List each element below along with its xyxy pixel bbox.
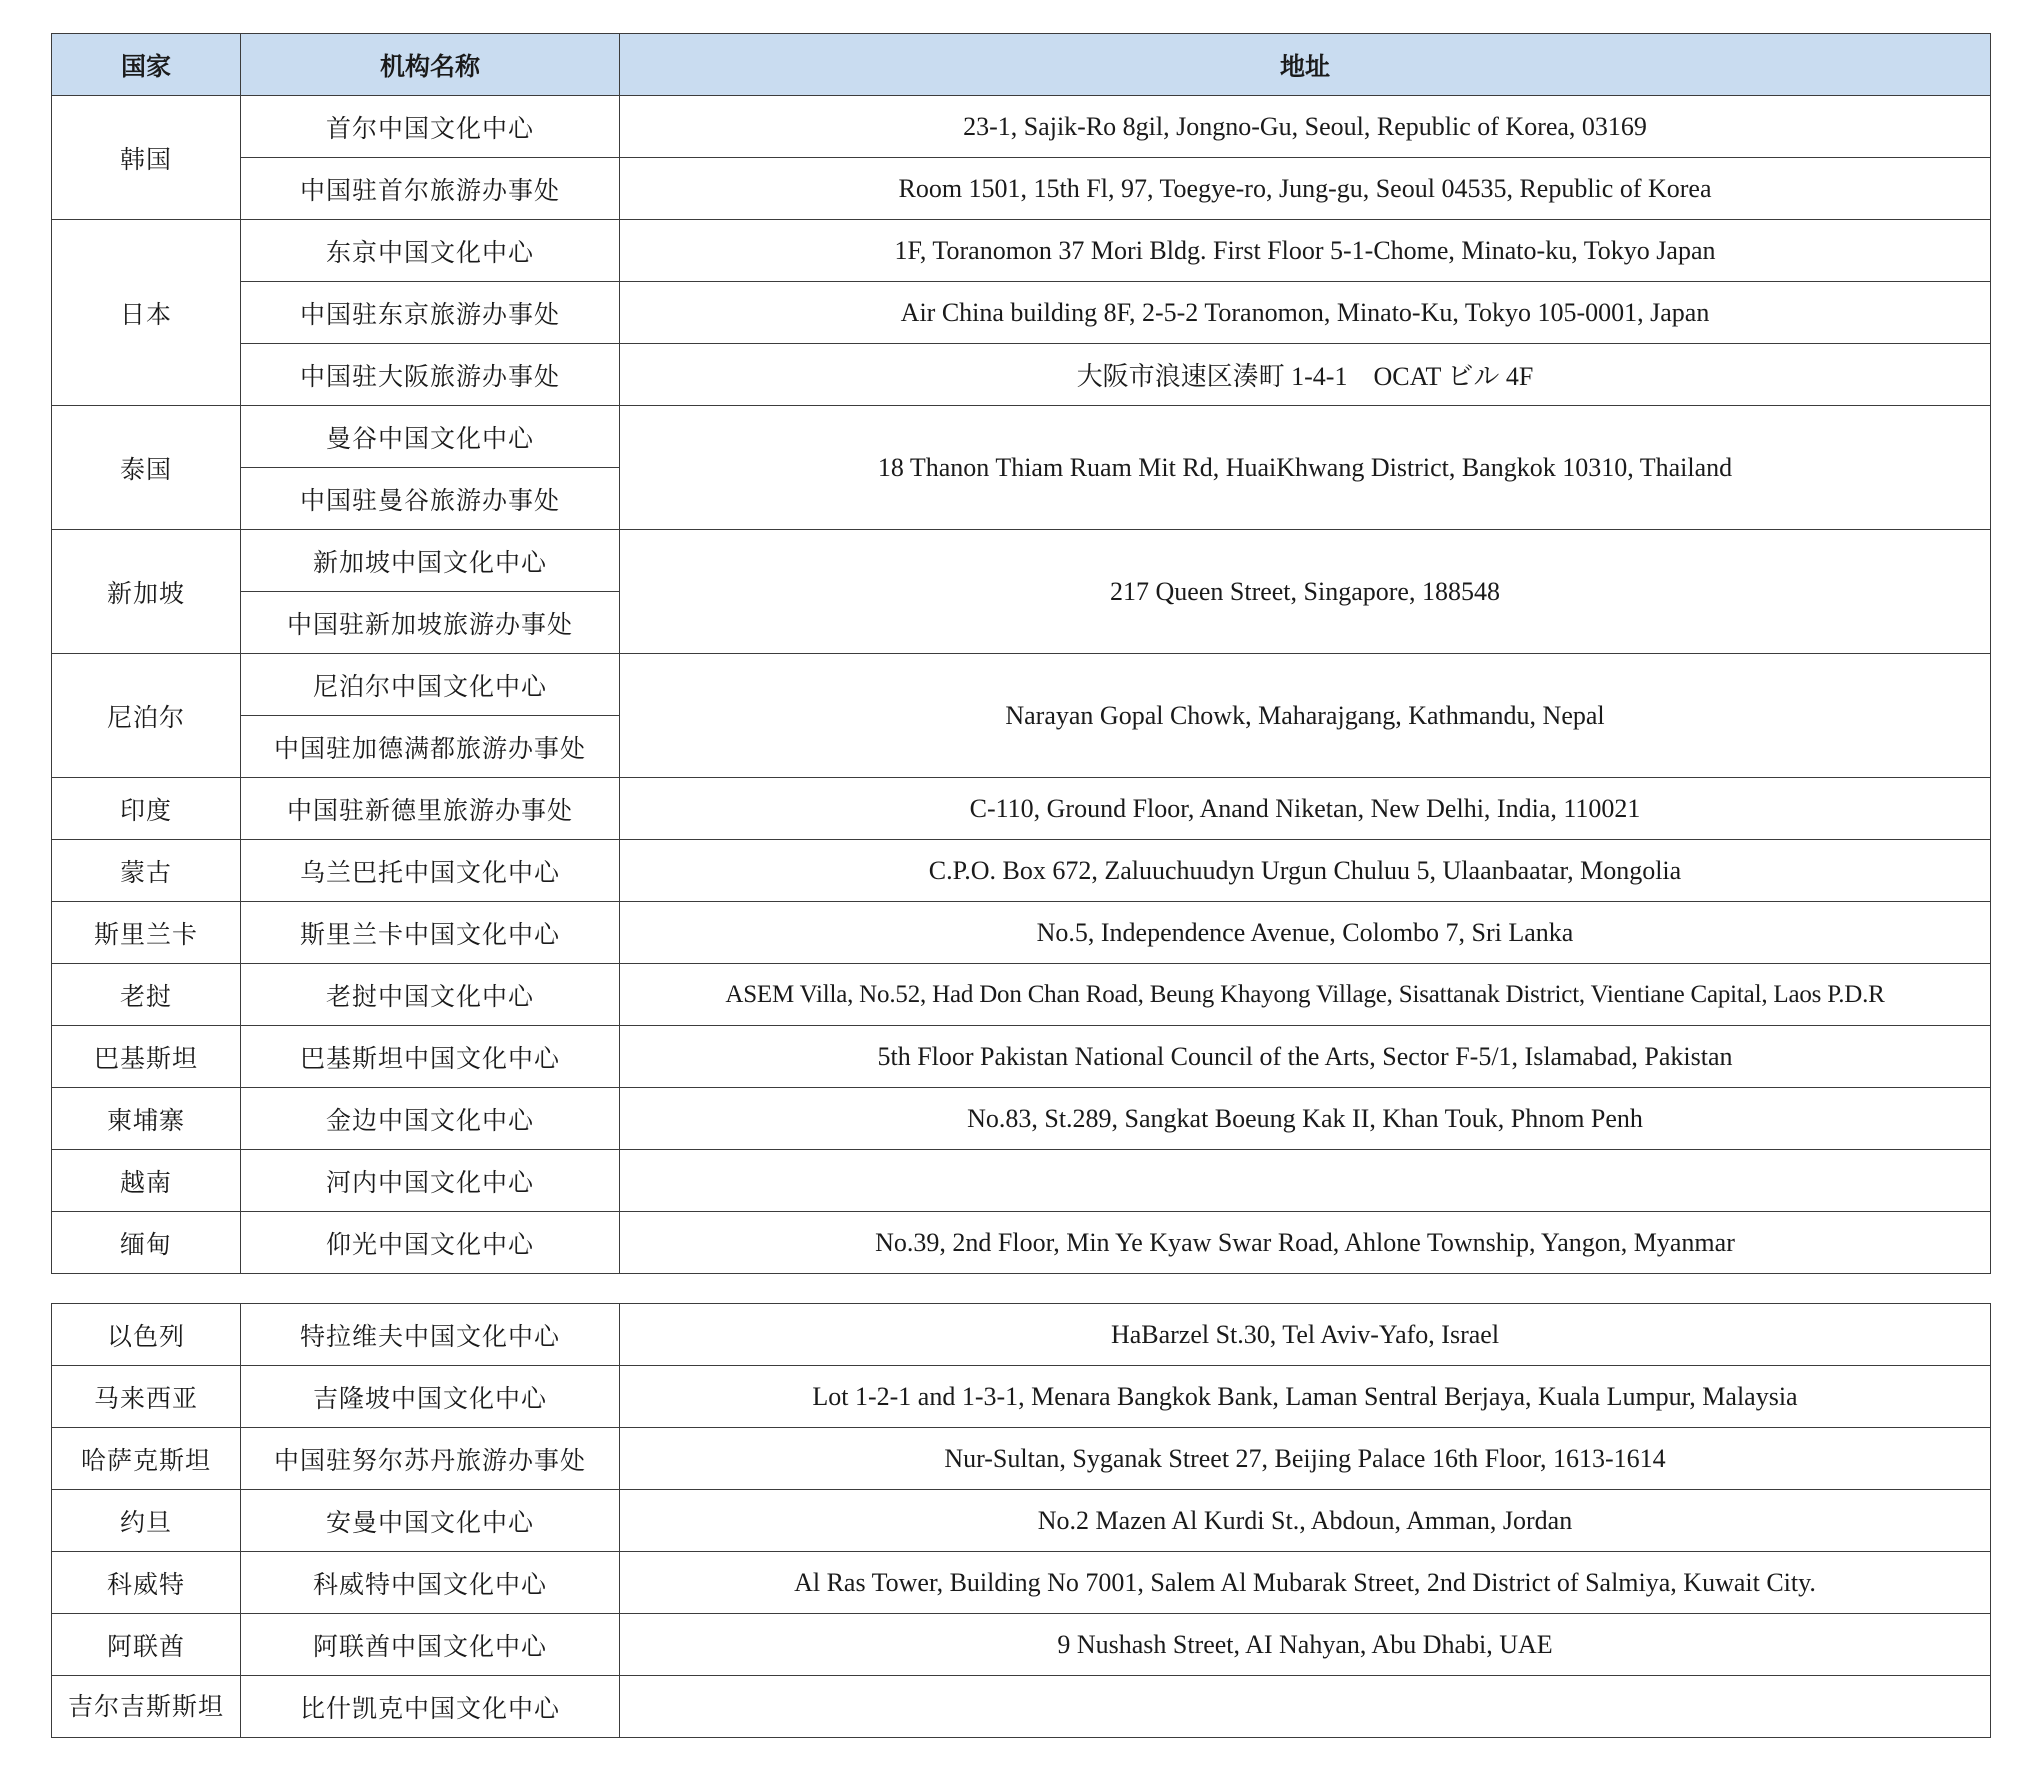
institutions-table-2 — [51, 1303, 1991, 1738]
address-cell: Air China building 8F, 2-5-2 Toranomon, Minato-Ku, Tokyo 105-0001, Japan — [620, 282, 1991, 344]
country-cell: 哈萨克斯坦 — [52, 1428, 241, 1490]
table-row — [52, 282, 1991, 344]
institution-cell: 中国驻大阪旅游办事处 — [241, 344, 620, 406]
country-cell: 科威特 — [52, 1552, 241, 1614]
institutions-table-1 — [51, 33, 1991, 1274]
country-cell: 韩国 — [52, 96, 241, 220]
address-cell: C.P.O. Box 672, Zaluuchuudyn Urgun Chuluu 5, Ulaanbaatar, Mongolia — [620, 840, 1991, 902]
country-cell: 印度 — [52, 778, 241, 840]
table-row — [52, 344, 1991, 406]
institution-cell: 巴基斯坦中国文化中心 — [241, 1026, 620, 1088]
country-cell: 斯里兰卡 — [52, 902, 241, 964]
institution-cell: 比什凯克中国文化中心 — [241, 1676, 620, 1738]
table-row — [52, 220, 1991, 282]
header-country: 国家 — [52, 34, 241, 96]
institution-cell: 东京中国文化中心 — [241, 220, 620, 282]
address-cell: Narayan Gopal Chowk, Maharajgang, Kathmandu, Nepal — [620, 654, 1991, 778]
header-address: 地址 — [620, 34, 1991, 96]
table-row — [52, 902, 1991, 964]
institution-cell: 曼谷中国文化中心 — [241, 406, 620, 468]
table-row — [52, 654, 1991, 716]
institution-cell: 斯里兰卡中国文化中心 — [241, 902, 620, 964]
address-cell — [620, 1676, 1991, 1738]
table-row — [52, 1490, 1991, 1552]
table-row — [52, 1676, 1991, 1738]
institution-cell: 老挝中国文化中心 — [241, 964, 620, 1026]
address-cell: 217 Queen Street, Singapore, 188548 — [620, 530, 1991, 654]
institution-cell: 首尔中国文化中心 — [241, 96, 620, 158]
address-cell: Room 1501, 15th Fl, 97, Toegye-ro, Jung-gu, Seoul 04535, Republic of Korea — [620, 158, 1991, 220]
country-cell: 马来西亚 — [52, 1366, 241, 1428]
country-cell: 约旦 — [52, 1490, 241, 1552]
institution-cell: 中国驻加德满都旅游办事处 — [241, 716, 620, 778]
country-cell: 吉尔吉斯斯坦 — [52, 1676, 241, 1738]
institution-cell: 中国驻首尔旅游办事处 — [241, 158, 620, 220]
address-cell: No.39, 2nd Floor, Min Ye Kyaw Swar Road, Ahlone Township, Yangon, Myanmar — [620, 1212, 1991, 1274]
table-row — [52, 1304, 1991, 1366]
table-row — [52, 778, 1991, 840]
institution-cell: 仰光中国文化中心 — [241, 1212, 620, 1274]
country-cell: 尼泊尔 — [52, 654, 241, 778]
table-row — [52, 158, 1991, 220]
institution-cell: 安曼中国文化中心 — [241, 1490, 620, 1552]
country-cell: 巴基斯坦 — [52, 1026, 241, 1088]
table-row — [52, 1026, 1991, 1088]
institution-cell: 阿联酋中国文化中心 — [241, 1614, 620, 1676]
table-row — [52, 840, 1991, 902]
institution-cell: 金边中国文化中心 — [241, 1088, 620, 1150]
address-cell: Lot 1-2-1 and 1-3-1, Menara Bangkok Bank, Laman Sentral Berjaya, Kuala Lumpur, Malaysia — [620, 1366, 1991, 1428]
country-cell: 老挝 — [52, 964, 241, 1026]
address-cell: No.83, St.289, Sangkat Boeung Kak II, Khan Touk, Phnom Penh — [620, 1088, 1991, 1150]
country-cell: 以色列 — [52, 1304, 241, 1366]
country-cell: 缅甸 — [52, 1212, 241, 1274]
table-row — [52, 406, 1991, 468]
table-row — [52, 96, 1991, 158]
table-header-row — [52, 34, 1991, 96]
table-row — [52, 1366, 1991, 1428]
address-cell: 23-1, Sajik-Ro 8gil, Jongno-Gu, Seoul, Republic of Korea, 03169 — [620, 96, 1991, 158]
institution-cell: 吉隆坡中国文化中心 — [241, 1366, 620, 1428]
table-row — [52, 964, 1991, 1026]
address-cell: No.2 Mazen Al Kurdi St., Abdoun, Amman, Jordan — [620, 1490, 1991, 1552]
institution-cell: 中国驻新加坡旅游办事处 — [241, 592, 620, 654]
address-cell: 9 Nushash Street, AI Nahyan, Abu Dhabi, UAE — [620, 1614, 1991, 1676]
address-cell: ASEM Villa, No.52, Had Don Chan Road, Beung Khayong Village, Sisattanak District, Vientiane Capital, Laos P.D.R — [620, 964, 1991, 1026]
country-cell: 柬埔寨 — [52, 1088, 241, 1150]
country-cell: 蒙古 — [52, 840, 241, 902]
address-cell: No.5, Independence Avenue, Colombo 7, Sri Lanka — [620, 902, 1991, 964]
institution-cell: 中国驻新德里旅游办事处 — [241, 778, 620, 840]
address-cell: 1F, Toranomon 37 Mori Bldg. First Floor 5-1-Chome, Minato-ku, Tokyo Japan — [620, 220, 1991, 282]
institution-cell: 乌兰巴托中国文化中心 — [241, 840, 620, 902]
table-row — [52, 1150, 1991, 1212]
table-row — [52, 1614, 1991, 1676]
table-row — [52, 530, 1991, 592]
country-cell: 新加坡 — [52, 530, 241, 654]
institution-cell: 中国驻努尔苏丹旅游办事处 — [241, 1428, 620, 1490]
table-row — [52, 1088, 1991, 1150]
institution-cell: 科威特中国文化中心 — [241, 1552, 620, 1614]
address-cell: 大阪市浪速区湊町 1-4-1 OCAT ビル 4F — [620, 344, 1991, 406]
table-row — [52, 1428, 1991, 1490]
header-institution: 机构名称 — [241, 34, 620, 96]
address-cell: Nur-Sultan, Syganak Street 27, Beijing Palace 16th Floor, 1613-1614 — [620, 1428, 1991, 1490]
country-cell: 日本 — [52, 220, 241, 406]
country-cell: 泰国 — [52, 406, 241, 530]
table-row — [52, 1212, 1991, 1274]
address-cell: 18 Thanon Thiam Ruam Mit Rd, HuaiKhwang District, Bangkok 10310, Thailand — [620, 406, 1991, 530]
address-cell: C-110, Ground Floor, Anand Niketan, New Delhi, India, 110021 — [620, 778, 1991, 840]
country-cell: 越南 — [52, 1150, 241, 1212]
institution-cell: 尼泊尔中国文化中心 — [241, 654, 620, 716]
institution-cell: 河内中国文化中心 — [241, 1150, 620, 1212]
institution-cell: 中国驻东京旅游办事处 — [241, 282, 620, 344]
institution-cell: 特拉维夫中国文化中心 — [241, 1304, 620, 1366]
address-cell: HaBarzel St.30, Tel Aviv-Yafo, Israel — [620, 1304, 1991, 1366]
country-cell: 阿联酋 — [52, 1614, 241, 1676]
address-cell: Al Ras Tower, Building No 7001, Salem Al Mubarak Street, 2nd District of Salmiya, Kuwait City. — [620, 1552, 1991, 1614]
institution-cell: 中国驻曼谷旅游办事处 — [241, 468, 620, 530]
institution-cell: 新加坡中国文化中心 — [241, 530, 620, 592]
address-cell: 5th Floor Pakistan National Council of the Arts, Sector F-5/1, Islamabad, Pakistan — [620, 1026, 1991, 1088]
address-cell — [620, 1150, 1991, 1212]
table-row — [52, 1552, 1991, 1614]
